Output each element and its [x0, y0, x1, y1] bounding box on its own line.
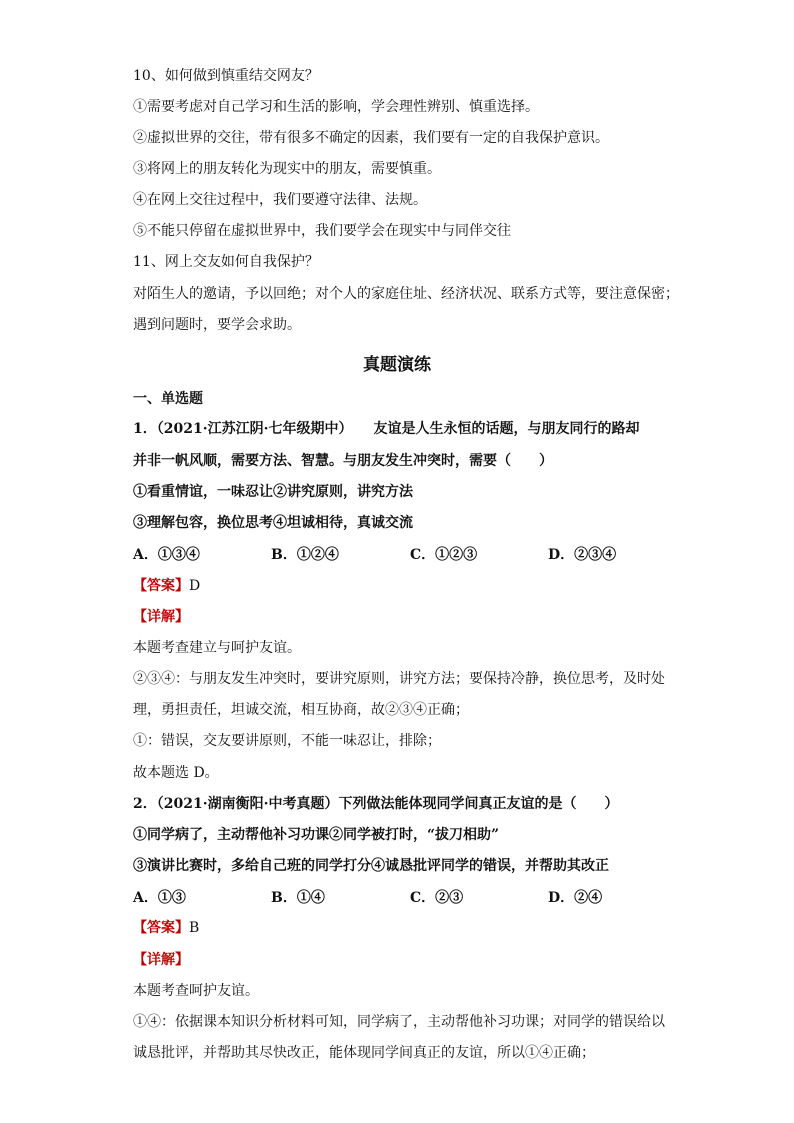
q2-detail-label: 【详解】 [133, 952, 189, 968]
q1-option-b: B．①②④ [271, 547, 339, 563]
q1-items-line-1: ①看重情谊，一味忍让②讲究原则，讲究方法 [133, 484, 413, 500]
q11-answer-line-2: 遇到问题时，要学会求助。 [133, 317, 301, 333]
q1-option-d: D．②③④ [548, 547, 617, 563]
q1-option-c: C．①②③ [410, 547, 478, 563]
q1-items-line-2: ③理解包容，换位思考④坦诚相待，真诚交流 [133, 515, 413, 531]
q1-detail-line-1: 本题考查建立与呵护友谊。 [133, 640, 301, 656]
q2-items-line-1: ①同学病了，主动帮他补习功课②同学被打时，“拔刀相助” [133, 827, 500, 843]
q1-detail-line-5: 故本题选 D。 [133, 765, 219, 781]
q2-detail-line-1: 本题考查呵护友谊。 [133, 983, 259, 999]
section-title: 真题演练 [363, 355, 431, 375]
q1-answer-label: 【答案】 [133, 578, 189, 594]
q1-detail-row [133, 607, 189, 627]
q10-point-5: ⑤不能只停留在虚拟世界中，我们要学会在现实中与同伴交往 [133, 223, 511, 239]
q2-detail-row [133, 950, 189, 970]
q10-point-2: ②虚拟世界的交往，带有很多不确定的因素，我们要有一定的自我保护意识。 [133, 130, 609, 146]
q2-detail-line-3: 诚恳批评，并帮助其尽快改正，能体现同学间真正的友谊，所以①④正确； [133, 1045, 595, 1061]
q1-stem-line-1: 1．（2021·江苏江阴·七年级期中） 友谊是人生永恒的话题，与朋友同行的路却 [133, 421, 640, 437]
q2-option-c: C．②③ [410, 890, 464, 906]
q1-option-a: A．①③④ [133, 547, 200, 563]
q1-detail-line-4: ①：错误，交友要讲原则，不能一味忍让，排除； [133, 733, 441, 749]
q2-option-d: D．②④ [548, 890, 603, 906]
q2-answer-value: B [189, 920, 200, 936]
q2-items-line-2: ③演讲比赛时，多给自己班的同学打分④诚恳批评同学的错误，并帮助其改正 [133, 858, 609, 874]
q2-detail-line-2: ①④：依据课本知识分析材料可知，同学病了，主动帮他补习功课；对同学的错误给以 [133, 1014, 665, 1030]
q10-point-4: ④在网上交往过程中，我们要遵守法律、法规。 [133, 192, 427, 208]
q2-answer-label: 【答案】 [133, 920, 189, 936]
question-10-heading: 10、如何做到慎重结交网友？ [133, 68, 319, 84]
question-11-heading: 11、网上交友如何自我保护？ [133, 254, 319, 270]
q1-answer-row [133, 576, 200, 596]
q10-point-1: ①需要考虑对自己学习和生活的影响，学会理性辨别、慎重选择。 [133, 99, 539, 115]
q1-detail-line-2: ②③④：与朋友发生冲突时，要讲究原则，讲究方法；要保持冷静，换位思考，及时处 [133, 671, 665, 687]
q2-option-b: B．①④ [271, 890, 325, 906]
q1-detail-label: 【详解】 [133, 609, 189, 625]
q2-answer-row [133, 918, 199, 938]
q10-point-3: ③将网上的朋友转化为现实中的朋友，需要慎重。 [133, 161, 441, 177]
subsection-heading: 一、单选题 [133, 391, 203, 407]
q1-detail-line-3: 理，勇担责任，坦诚交流，相互协商，故②③④正确； [133, 702, 469, 718]
q2-option-a: A．①③ [133, 890, 186, 906]
q1-answer-value: D [189, 578, 201, 594]
q11-answer-line-1: 对陌生人的邀请，予以回绝；对个人的家庭住址、经济状况、联系方式等，要注意保密； [133, 286, 679, 302]
q1-stem-line-2: 并非一帆风顺，需要方法、智慧。与朋友发生冲突时，需要（ ） [133, 453, 553, 469]
q2-stem: 2．（2021·湖南衡阳·中考真题）下列做法能体现同学间真正友谊的是（ ） [133, 796, 619, 812]
